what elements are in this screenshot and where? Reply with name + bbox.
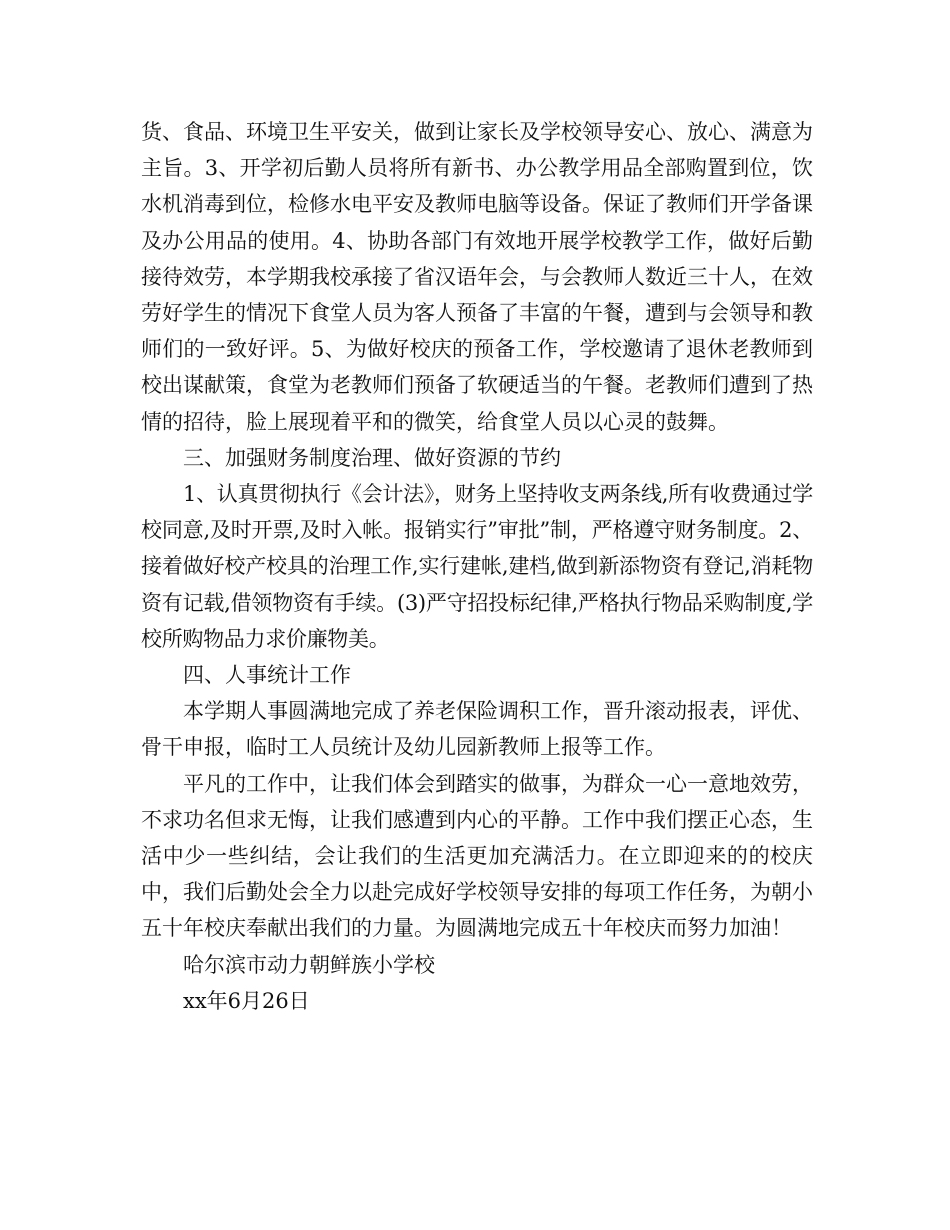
signature-school-name: 哈尔滨市动力朝鲜族小学校 — [183, 952, 435, 977]
signature-date: xx年6月26日 — [183, 988, 310, 1013]
section-heading-finance: 三、加强财务制度治理、做好资源的节约 — [183, 445, 561, 470]
paragraph-logistics-continued: 货、食品、环境卫生平安关，做到让家长及学校领导安心、放心、满意为主旨。3、开学初后勤人员将所有新书、办公教学用品全部购置到位，饮水机消毒到位，检修水电平安及教师电脑等设备。保证了教师们开学备课及办公用品的使用。4、协助各部门有效地开展学校教学工作，做好后勤接待效劳，本学期我校承接了省汉语年会，与会教师人数近三十人，在效劳好学生的情况下食堂人员为客人预备了丰富的午餐，遭到与会领导和教师们的一致好评。5、为做好校庆的预备工作，学校邀请了退休老教师到校出谋献策，食堂为老教师们预备了软硬适当的午餐。老教师们遭到了热情的招待，脸上展现着平和的微笑，给食堂人员以心灵的鼓舞。 — [141, 120, 813, 434]
paragraph-personnel: 本学期人事圆满地完成了养老保险调积工作，晋升滚动报表，评优、骨干申报，临时工人员统计及幼儿园新教师上报等工作。 — [141, 699, 813, 760]
paragraph-conclusion: 平凡的工作中，让我们体会到踏实的做事，为群众一心一意地效劳，不求功名但求无悔，让我们感遭到内心的平静。工作中我们摆正心态，生活中少一些纠结，会让我们的生活更加充满活力。在立即迎来的的校庆中，我们后勤处会全力以赴完成好学校领导安排的每项工作任务，为朝小五十年校庆奉献出我们的力量。为圆满地完成五十年校庆而努力加油！ — [141, 771, 813, 941]
paragraph-finance: 1、认真贯彻执行《会计法》，财务上坚持收支两条线,所有收费通过学校同意,及时开票,及时入帐。报销实行”审批”制，严格遵守财务制度。2、接着做好校产校具的治理工作,实行建帐,建档,做到新添物资有登记,消耗物资有记载,借领物资有手续。(3)严守招投标纪律,严格执行物品采购制度,学校所购物品力求价廉物美。 — [141, 482, 813, 651]
document-body — [141, 114, 813, 1019]
section-heading-personnel: 四、人事统计工作 — [183, 663, 351, 688]
